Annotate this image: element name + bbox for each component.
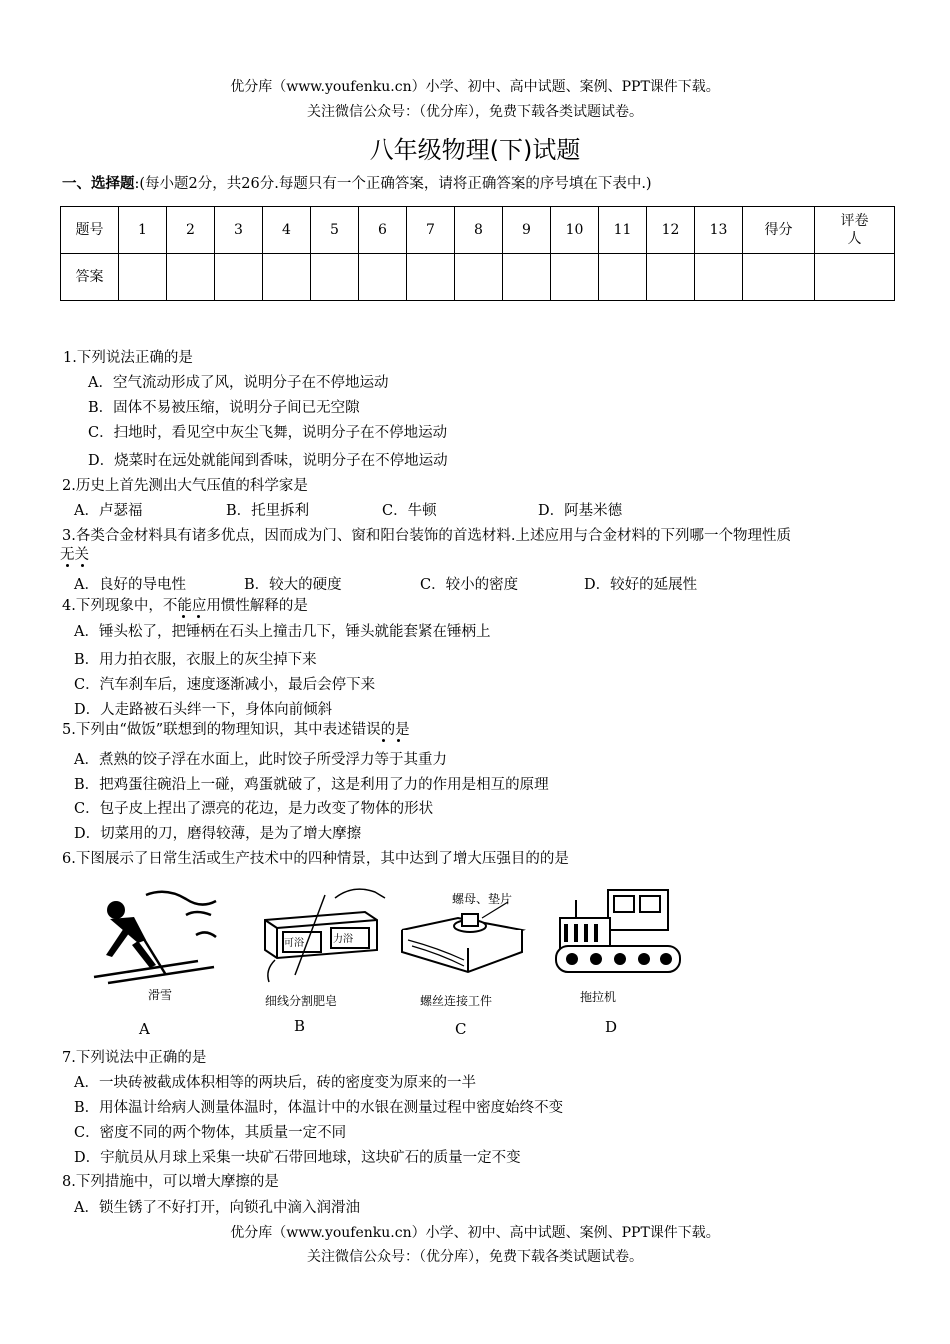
answer-cell[interactable] (503, 254, 551, 301)
emphasis-dot (382, 739, 385, 742)
page-title: 八年级物理(下)试题 (369, 136, 581, 164)
answer-cell[interactable] (599, 254, 647, 301)
section-heading (62, 172, 652, 193)
q3-stem-continued: 无关 (60, 547, 89, 563)
q5-option-a: A．煮熟的饺子浮在水面上，此时饺子所受浮力等于其重力 (74, 752, 447, 768)
q7-stem: 7.下列说法中正确的是 (62, 1050, 207, 1066)
answer-cell[interactable] (551, 254, 599, 301)
emphasis-dot (81, 564, 84, 567)
question-number-cell: 8 (455, 207, 503, 254)
question-number-cell: 6 (359, 207, 407, 254)
answer-cell[interactable] (359, 254, 407, 301)
answer-cell[interactable] (455, 254, 503, 301)
grader-label-cell (815, 207, 895, 254)
answer-cell[interactable] (119, 254, 167, 301)
q2-option-c: C．牛顿 (382, 503, 437, 519)
q6-stem: 6.下图展示了日常生活或生产技术中的四种情景，其中达到了增大压强目的的是 (62, 851, 569, 867)
tractor-figure (552, 884, 684, 976)
score-label-cell: 得分 (743, 207, 815, 254)
q5-stem: 5.下列由“做饭”联想到的物理知识，其中表述错误的是 (62, 722, 410, 738)
answer-table (60, 206, 895, 301)
q5-option-c: C．包子皮上捏出了漂亮的花边，是力改变了物体的形状 (74, 801, 434, 817)
site-header-line1: 优分库（www.youfenku.cn）小学、初中、高中试题、案例、PPT课件下载。 (230, 79, 720, 95)
fig-c-tag: 螺母、垫片 (452, 892, 513, 906)
answer-cell[interactable] (215, 254, 263, 301)
question-number-cell: 2 (167, 207, 215, 254)
fig-c-letter: C (455, 1020, 467, 1038)
q1-option-c: C．扫地时，看见空中灰尘飞舞，说明分子在不停地运动 (88, 425, 448, 441)
fig-b-caption: 细线分割肥皂 (265, 994, 338, 1008)
fig-c-caption: 螺丝连接工件 (420, 994, 493, 1008)
q8-option-a: A．锁生锈了不好打开，向锁孔中滴入润滑油 (74, 1200, 360, 1216)
grader-cell[interactable] (815, 254, 895, 301)
answer-cell[interactable] (311, 254, 359, 301)
row-label-answer: 答案 (61, 254, 119, 301)
question-number-cell: 3 (215, 207, 263, 254)
emphasis-dot (66, 564, 69, 567)
fig-d-caption: 拖拉机 (580, 990, 617, 1004)
soap-text-right: 力浴 (333, 934, 353, 945)
q4-stem: 4.下列现象中，不能应用惯性解释的是 (62, 598, 308, 614)
question-number-cell: 7 (407, 207, 455, 254)
q3-option-b: B．较大的硬度 (244, 577, 342, 593)
fig-a-letter: A (139, 1020, 150, 1038)
question-number-cell: 1 (119, 207, 167, 254)
question-number-cell: 5 (311, 207, 359, 254)
answer-cell[interactable] (647, 254, 695, 301)
site-header-line2: 关注微信公众号：（优分库），免费下载各类试题试卷。 (307, 104, 643, 120)
q3-option-a: A．良好的导电性 (74, 577, 186, 593)
question-number-cell: 12 (647, 207, 695, 254)
q4-option-d: D．人走路被石头绊一下，身体向前倾斜 (74, 702, 333, 718)
score-cell[interactable] (743, 254, 815, 301)
q7-option-b: B．用体温计给病人测量体温时，体温计中的水银在测量过程中密度始终不变 (74, 1100, 564, 1116)
answer-cell[interactable] (263, 254, 311, 301)
q2-stem: 2.历史上首先测出大气压值的科学家是 (62, 478, 308, 494)
question-number-cell: 13 (695, 207, 743, 254)
skier-figure (86, 885, 226, 985)
soap-text-left: 可浴 (284, 938, 304, 949)
answer-cell[interactable] (407, 254, 455, 301)
question-number-cell: 11 (599, 207, 647, 254)
bolt-workpiece-figure (398, 900, 526, 980)
site-footer-line1: 优分库（www.youfenku.cn）小学、初中、高中试题、案例、PPT课件下载。 (230, 1225, 720, 1241)
q1-option-a: A．空气流动形成了风，说明分子在不停地运动 (88, 375, 389, 391)
q3-option-d: D．较好的延展性 (584, 577, 698, 593)
question-number-cell: 10 (551, 207, 599, 254)
q3-stem: 3.各类合金材料具有诸多优点，因而成为门、窗和阳台装饰的首选材料.上述应用与合金材料的下列哪一个物理性质 (62, 528, 791, 544)
answer-cell[interactable] (695, 254, 743, 301)
q7-option-c: C．密度不同的两个物体，其质量一定不同 (74, 1125, 347, 1141)
q2-option-d: D．阿基米德 (538, 503, 623, 519)
q5-option-d: D．切菜用的刀，磨得较薄，是为了增大摩擦 (74, 826, 362, 842)
q4-option-c: C．汽车刹车后，速度逐渐减小，最后会停下来 (74, 677, 376, 693)
fig-d-letter: D (605, 1018, 618, 1036)
emphasis-dot (397, 739, 400, 742)
question-number-cell: 4 (263, 207, 311, 254)
question-number-cell: 9 (503, 207, 551, 254)
q2-option-b: B．托里拆利 (226, 503, 310, 519)
table-row-numbers (61, 207, 895, 254)
q5-option-b: B．把鸡蛋往碗沿上一碰，鸡蛋就破了，这是利用了力的作用是相互的原理 (74, 777, 549, 793)
emphasis-dot (197, 615, 200, 618)
q3-option-c: C．较小的密度 (420, 577, 519, 593)
fig-b-letter: B (294, 1017, 306, 1035)
q4-option-b: B．用力拍衣服，衣服上的灰尘掉下来 (74, 652, 317, 668)
q7-option-d: D．宇航员从月球上采集一块矿石带回地球，这块矿石的质量一定不变 (74, 1150, 521, 1166)
q4-option-a: A．锤头松了，把锤柄在石头上撞击几下，锤头就能套紧在锤柄上 (74, 624, 491, 640)
answer-cell[interactable] (167, 254, 215, 301)
grader-label: 评卷人 (840, 213, 869, 247)
q7-option-a: A．一块砖被截成体积相等的两块后，砖的密度变为原来的一半 (74, 1075, 476, 1091)
site-footer-line2: 关注微信公众号：（优分库），免费下载各类试题试卷。 (307, 1249, 643, 1265)
row-label-question: 题号 (61, 207, 119, 254)
q1-stem: 1.下列说法正确的是 (63, 350, 193, 366)
section-heading-label: 一、选择题 (62, 176, 135, 192)
q1-option-d: D．烧菜时在远处就能闻到香味，说明分子在不停地运动 (88, 453, 448, 469)
section-description: :(每小题2分，共26分.每题只有一个正确答案，请将正确答案的序号填在下表中.) (134, 176, 652, 192)
table-row-answers (61, 254, 895, 301)
q1-option-b: B．固体不易被压缩，说明分子间已无空隙 (88, 400, 360, 416)
soap-cutting-figure (255, 880, 390, 985)
emphasis-dot (182, 615, 185, 618)
fig-a-caption: 滑雪 (148, 988, 173, 1002)
q2-option-a: A．卢瑟福 (74, 503, 143, 519)
q8-stem: 8.下列措施中，可以增大摩擦的是 (62, 1174, 279, 1190)
